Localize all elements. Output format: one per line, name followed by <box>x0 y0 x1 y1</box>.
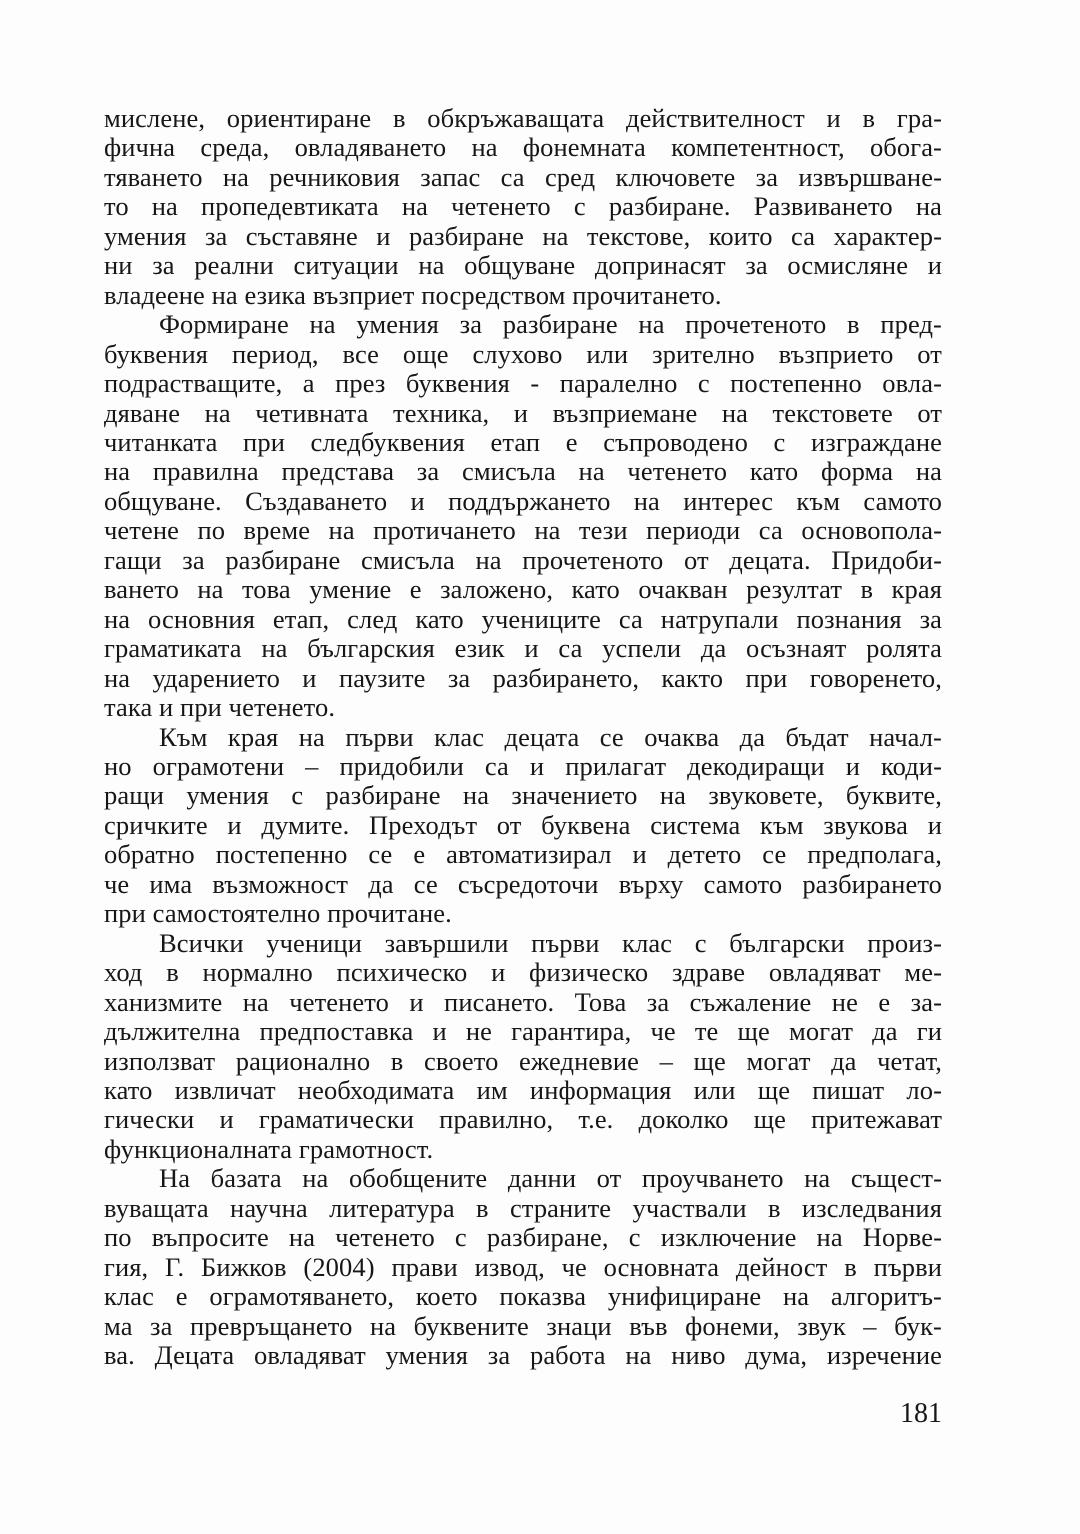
text-line: като извличат необходимата им информация или ще пишат ло- <box>104 1074 942 1105</box>
text-line: умения за съставяне и разбиране на текстове, които са характер- <box>104 220 942 251</box>
text-line: Към края на първи клас децата се очаква да бъдат начал- <box>159 721 942 752</box>
text-line: ни за реални ситуации на общуване допринасят за осмисляне и <box>104 250 942 281</box>
text-line: на правилна представа за смисъла на четенето като форма на <box>104 456 942 487</box>
text-line: Формиране на умения за разбиране на прочетеното в пред- <box>159 309 942 340</box>
text-line: тяването на речниковия запас са сред ключовете за извършване- <box>104 161 942 192</box>
page-text <box>104 104 942 1370</box>
paragraph <box>104 310 942 722</box>
text-line: общуване. Създаването и поддържането на интерес към самото <box>104 485 942 516</box>
text-line: ханизмите на четенето и писането. Това за съжаление не е за- <box>104 986 942 1017</box>
text-line: читанката при следбуквения етап е съпроводено с изграждане <box>104 426 942 457</box>
paragraph <box>104 1164 942 1370</box>
paragraph <box>104 104 942 310</box>
text-line: дължителна предпоставка и не гарантира, че те ще могат да ги <box>104 1016 942 1047</box>
text-line: но ограмотени – придобили са и прилагат декодиращи и коди- <box>104 750 942 781</box>
text-line: гащи за разбиране смисъла на прочетеното от децата. Придоби- <box>104 544 942 575</box>
paragraph <box>104 929 942 1165</box>
text-line: фична среда, овладяването на фонемната компетентност, обога- <box>104 132 942 163</box>
text-line: сричките и думите. Преходът от буквена система към звукова и <box>104 809 942 840</box>
text-line: На базата на обобщените данни от проучването на същест- <box>159 1163 942 1194</box>
paragraph <box>104 723 942 929</box>
text-line: граматиката на българския език и са успели да осъзнаят ролята <box>104 633 942 664</box>
text-line: клас е ограмотяването, което показва унифициране на алгоритъ- <box>104 1281 942 1312</box>
page-number: 181 <box>900 1398 942 1429</box>
text-line: то на пропедевтиката на четенето с разбиране. Развиването на <box>104 191 942 222</box>
text-line: на ударението и паузите за разбирането, както при говоренето, <box>104 662 942 693</box>
text-line: ма за превръщането на буквените знаци във фонеми, звук – бук- <box>104 1310 942 1341</box>
text-line: при самостоятелно прочитане. <box>104 898 452 929</box>
text-line: вуващата научна литература в страните участвали в изследвания <box>104 1192 942 1223</box>
text-line: владеене на езика възприет посредством прочитането. <box>104 279 722 310</box>
text-line: гия, Г. Бижков (2004) прави извод, че основната дейност в първи <box>104 1251 942 1282</box>
text-line: подрастващите, а през буквения - паралелно с постепенно овла- <box>104 368 942 399</box>
text-line: ращи умения с разбиране на значението на звуковете, буквите, <box>104 780 942 811</box>
text-line: четене по време на протичането на тези периоди са основопола- <box>104 515 942 546</box>
text-line: по въпросите на четенето с разбиране, с изключение на Норве- <box>104 1222 942 1253</box>
text-line: буквения период, все още слухово или зрително възприето от <box>104 338 942 369</box>
text-line: на основния етап, след като учениците са натрупали познания за <box>104 603 942 634</box>
text-line: използват рационално в своето ежедневие – ще могат да четат, <box>104 1045 942 1076</box>
text-line: ването на това умение е заложено, като очакван резултат в края <box>104 574 942 605</box>
text-line: ход в нормално психическо и физическо здраве овладяват ме- <box>104 957 942 988</box>
text-line: Всички ученици завършили първи клас с български произ- <box>159 927 942 958</box>
text-line: ва. Децата овладяват умения за работа на ниво дума, изречение <box>104 1340 942 1371</box>
text-line: така и при четенето. <box>104 692 336 723</box>
text-line: обратно постепенно се е автоматизирал и детето се предполага, <box>104 839 942 870</box>
text-line: функционалната грамотност. <box>104 1133 434 1164</box>
text-line: гически и граматически правилно, т.е. доколко ще притежават <box>104 1104 942 1135</box>
text-line: че има възможност да се съсредоточи върху самото разбирането <box>104 868 942 899</box>
text-line: мислене, ориентиране в обкръжаващата действителност и в гра- <box>104 103 942 133</box>
text-line: дяване на четивната техника, и възприемане на текстовете от <box>104 397 942 428</box>
